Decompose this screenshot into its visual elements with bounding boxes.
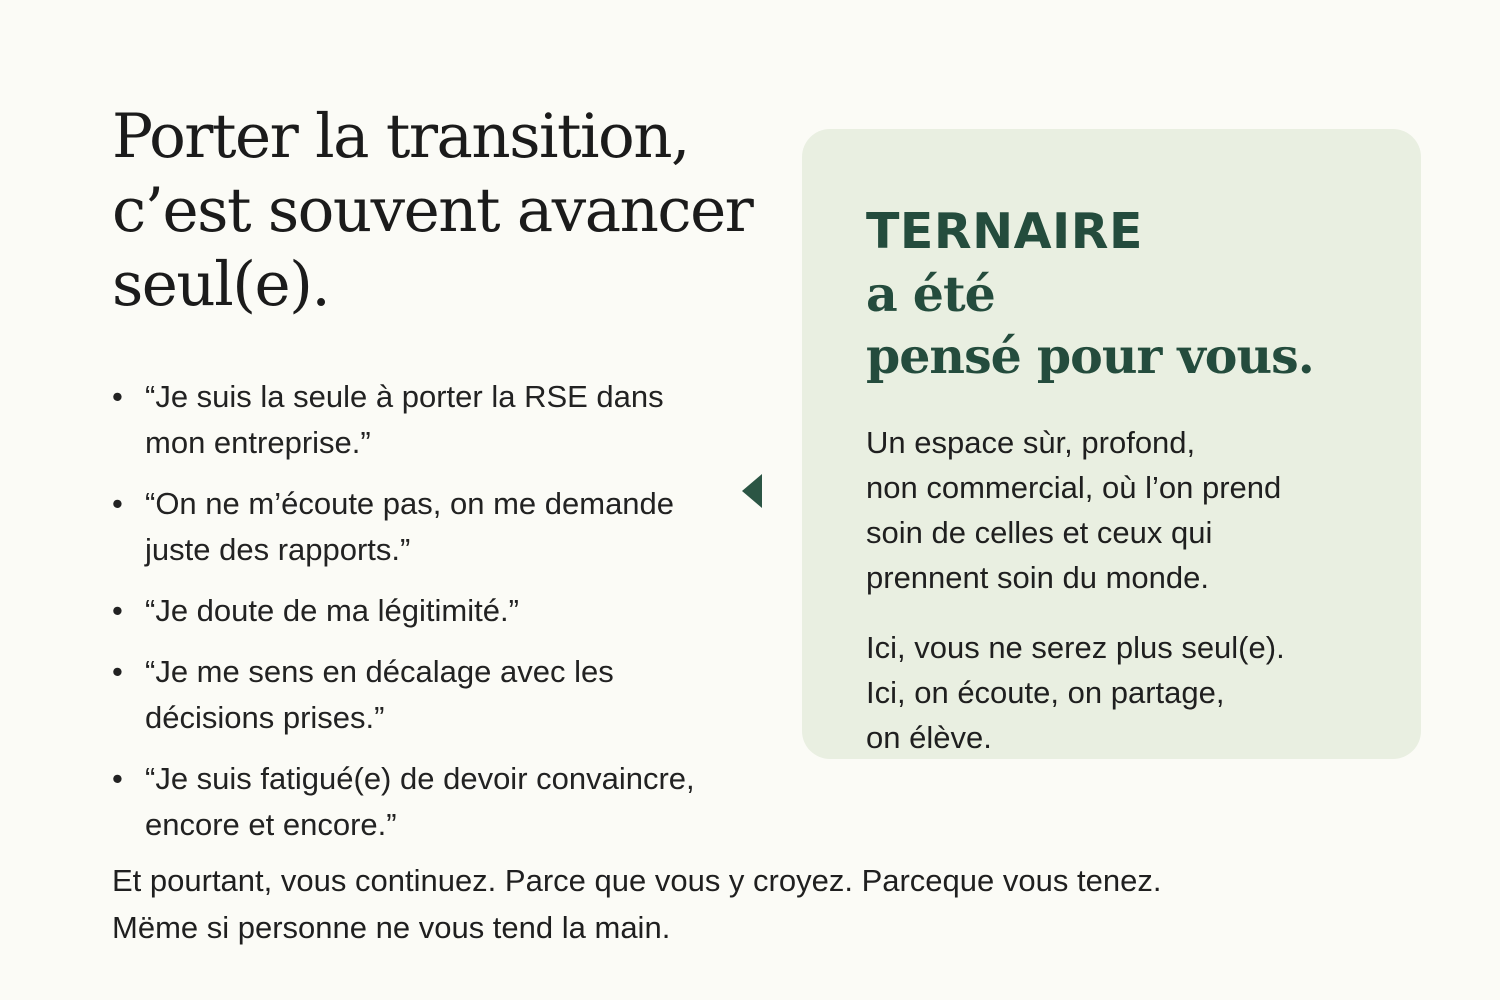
quote-item-4 bbox=[112, 649, 752, 741]
closing-line-2: Mëme si personne ne vous tend la main. bbox=[112, 910, 671, 945]
closing-line-1: Et pourtant, vous continuez. Parce que vous y croyez. Parceque vous tenez. bbox=[112, 863, 1162, 898]
left-column bbox=[112, 100, 752, 863]
card-paragraph-2 bbox=[866, 625, 1381, 760]
brand-name: TERNAIRE bbox=[866, 203, 1143, 260]
bullet-icon: • bbox=[112, 379, 123, 414]
quote-item-1-line-1: “Je suis la seule à porter la RSE dans bbox=[145, 379, 664, 414]
triangle-left-icon bbox=[742, 474, 762, 508]
card-p2-line-2: Ici, on écoute, on partage, bbox=[866, 675, 1225, 710]
quote-item-2-line-1: “On ne m’écoute pas, on me demande bbox=[145, 486, 675, 521]
quote-item-2 bbox=[112, 481, 752, 573]
card-p1-line-1: Un espace sùr, profond, bbox=[866, 425, 1196, 460]
card-p2-line-3: on élève. bbox=[866, 720, 992, 755]
bullet-icon: • bbox=[112, 761, 123, 796]
quote-item-1 bbox=[112, 374, 752, 466]
card-p1-line-4: prennent soin du monde. bbox=[866, 560, 1209, 595]
quote-item-3-line-1: “Je doute de ma légitimité.” bbox=[145, 593, 519, 628]
ternaire-card bbox=[802, 129, 1421, 759]
quote-item-1-line-2: mon entreprise.” bbox=[145, 425, 371, 460]
bullet-icon: • bbox=[112, 654, 123, 689]
closing-text bbox=[112, 857, 1161, 951]
page-headline bbox=[112, 100, 752, 322]
quote-item-5 bbox=[112, 756, 752, 848]
quote-item-5-line-2: encore et encore.” bbox=[145, 807, 397, 842]
quote-item-4-line-2: décisions prises.” bbox=[145, 700, 385, 735]
card-title-line-1 bbox=[866, 201, 1381, 325]
quote-item-3 bbox=[112, 588, 752, 634]
bullet-icon: • bbox=[112, 593, 123, 628]
headline-line-2: c’est souvent avancer bbox=[112, 175, 753, 246]
quote-item-2-line-2: juste des rapports.” bbox=[145, 532, 411, 567]
card-p2-line-1: Ici, vous ne serez plus seul(e). bbox=[866, 630, 1285, 665]
headline-line-3: seul(e). bbox=[112, 249, 330, 320]
card-title-line-2: pensé pour vous. bbox=[866, 327, 1314, 385]
bullet-icon: • bbox=[112, 486, 123, 521]
card-title bbox=[866, 201, 1381, 387]
card-p1-line-3: soin de celles et ceux qui bbox=[866, 515, 1213, 550]
headline-line-1: Porter la transition, bbox=[112, 101, 689, 172]
card-paragraph-1 bbox=[866, 420, 1381, 600]
card-p1-line-2: non commercial, où l’on prend bbox=[866, 470, 1282, 505]
quote-list bbox=[112, 374, 752, 848]
card-title-rest: a été bbox=[866, 265, 995, 323]
quote-item-5-line-1: “Je suis fatigué(e) de devoir convaincre, bbox=[145, 761, 695, 796]
quote-item-4-line-1: “Je me sens en décalage avec les bbox=[145, 654, 614, 689]
